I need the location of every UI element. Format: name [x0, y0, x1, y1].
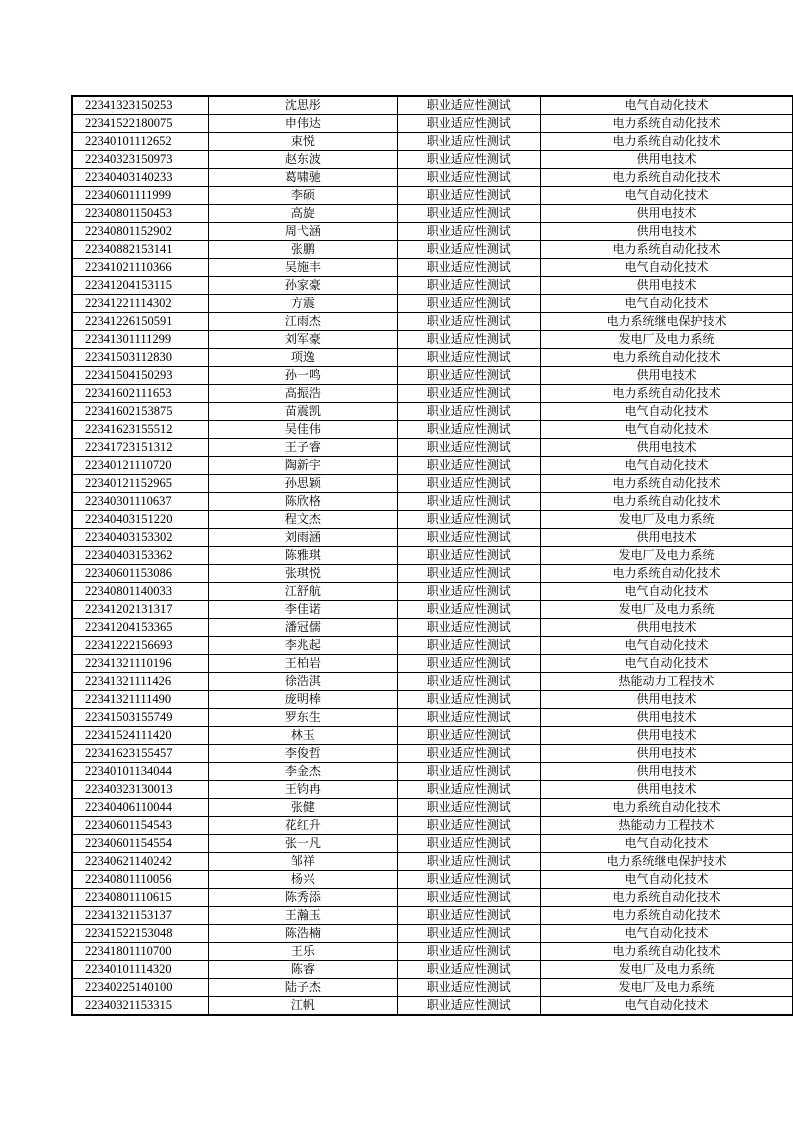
- table-row: [73, 583, 793, 601]
- candidate-id-cell: 22341503112830: [73, 349, 209, 367]
- major-cell: 电力系统自动化技术: [540, 385, 792, 403]
- candidate-id-cell: 22340601154554: [73, 835, 209, 853]
- candidate-name-cell: 张鹏: [209, 241, 398, 259]
- candidate-id-cell: 22341602153875: [73, 403, 209, 421]
- exam-type-cell: 职业适应性测试: [397, 727, 540, 745]
- candidate-id-cell: 22340323150973: [73, 151, 209, 169]
- table-row: [73, 601, 793, 619]
- major-cell: 电力系统自动化技术: [540, 799, 792, 817]
- exam-type-cell: 职业适应性测试: [397, 241, 540, 259]
- candidate-name-cell: 沈思彤: [209, 97, 398, 115]
- major-cell: 电气自动化技术: [540, 655, 792, 673]
- roster-sheet: [72, 96, 793, 1015]
- major-cell: 发电厂及电力系统: [540, 331, 792, 349]
- candidate-name-cell: 张琪悦: [209, 565, 398, 583]
- exam-type-cell: 职业适应性测试: [397, 403, 540, 421]
- exam-type-cell: 职业适应性测试: [397, 961, 540, 979]
- candidate-name-cell: 陈浩楠: [209, 925, 398, 943]
- candidate-id-cell: 22341321110196: [73, 655, 209, 673]
- table-row: [73, 169, 793, 187]
- candidate-id-cell: 22341321153137: [73, 907, 209, 925]
- candidate-id-cell: 22340101112652: [73, 133, 209, 151]
- candidate-name-cell: 刘雨涵: [209, 529, 398, 547]
- candidate-name-cell: 陶新宇: [209, 457, 398, 475]
- major-cell: 电气自动化技术: [540, 187, 792, 205]
- table-row: [73, 259, 793, 277]
- table-row: [73, 547, 793, 565]
- major-cell: 电气自动化技术: [540, 583, 792, 601]
- candidate-id-cell: 22340801150453: [73, 205, 209, 223]
- major-cell: 电力系统自动化技术: [540, 169, 792, 187]
- exam-type-cell: 职业适应性测试: [397, 655, 540, 673]
- exam-type-cell: 职业适应性测试: [397, 97, 540, 115]
- table-row: [73, 115, 793, 133]
- candidate-name-cell: 孙家豪: [209, 277, 398, 295]
- candidate-name-cell: 周弋涵: [209, 223, 398, 241]
- table-row: [73, 421, 793, 439]
- candidate-id-cell: 22340601111999: [73, 187, 209, 205]
- exam-type-cell: 职业适应性测试: [397, 439, 540, 457]
- candidate-id-cell: 22341021110366: [73, 259, 209, 277]
- exam-type-cell: 职业适应性测试: [397, 205, 540, 223]
- major-cell: 电气自动化技术: [540, 295, 792, 313]
- candidate-name-cell: 张一凡: [209, 835, 398, 853]
- candidate-name-cell: 李佳诺: [209, 601, 398, 619]
- candidate-id-cell: 22340601153086: [73, 565, 209, 583]
- table-row: [73, 619, 793, 637]
- candidate-name-cell: 葛啸驰: [209, 169, 398, 187]
- major-cell: 发电厂及电力系统: [540, 511, 792, 529]
- table-row: [73, 187, 793, 205]
- exam-type-cell: 职业适应性测试: [397, 745, 540, 763]
- major-cell: 供用电技术: [540, 745, 792, 763]
- candidate-name-cell: 赵东波: [209, 151, 398, 169]
- table-row: [73, 655, 793, 673]
- candidate-name-cell: 王子睿: [209, 439, 398, 457]
- exam-type-cell: 职业适应性测试: [397, 547, 540, 565]
- exam-type-cell: 职业适应性测试: [397, 637, 540, 655]
- candidate-id-cell: 22340301110637: [73, 493, 209, 511]
- major-cell: 电力系统自动化技术: [540, 943, 792, 961]
- major-cell: 电力系统自动化技术: [540, 889, 792, 907]
- major-cell: 电气自动化技术: [540, 997, 792, 1015]
- exam-type-cell: 职业适应性测试: [397, 385, 540, 403]
- major-cell: 供用电技术: [540, 205, 792, 223]
- candidate-id-cell: 22340621140242: [73, 853, 209, 871]
- candidate-name-cell: 庞明棒: [209, 691, 398, 709]
- major-cell: 供用电技术: [540, 763, 792, 781]
- exam-type-cell: 职业适应性测试: [397, 943, 540, 961]
- major-cell: 电力系统自动化技术: [540, 475, 792, 493]
- table-row: [73, 799, 793, 817]
- candidate-id-cell: 22341623155512: [73, 421, 209, 439]
- candidate-id-cell: 22340225140100: [73, 979, 209, 997]
- table-row: [73, 565, 793, 583]
- candidate-name-cell: 项逸: [209, 349, 398, 367]
- exam-type-cell: 职业适应性测试: [397, 295, 540, 313]
- table-row: [73, 871, 793, 889]
- candidate-id-cell: 22340121152965: [73, 475, 209, 493]
- roster-table: [72, 96, 793, 1015]
- major-cell: 热能动力工程技术: [540, 817, 792, 835]
- exam-type-cell: 职业适应性测试: [397, 619, 540, 637]
- major-cell: 电力系统自动化技术: [540, 241, 792, 259]
- major-cell: 供用电技术: [540, 691, 792, 709]
- table-row: [73, 403, 793, 421]
- exam-type-cell: 职业适应性测试: [397, 349, 540, 367]
- exam-type-cell: 职业适应性测试: [397, 583, 540, 601]
- exam-type-cell: 职业适应性测试: [397, 817, 540, 835]
- candidate-name-cell: 王钧冉: [209, 781, 398, 799]
- table-row: [73, 997, 793, 1015]
- major-cell: 供用电技术: [540, 619, 792, 637]
- candidate-id-cell: 22340801110056: [73, 871, 209, 889]
- table-row: [73, 133, 793, 151]
- candidate-id-cell: 22340601154543: [73, 817, 209, 835]
- major-cell: 电力系统自动化技术: [540, 133, 792, 151]
- candidate-id-cell: 22341522153048: [73, 925, 209, 943]
- candidate-name-cell: 江帆: [209, 997, 398, 1015]
- table-row: [73, 97, 793, 115]
- table-row: [73, 961, 793, 979]
- candidate-id-cell: 22341503155749: [73, 709, 209, 727]
- major-cell: 电气自动化技术: [540, 457, 792, 475]
- candidate-name-cell: 苗震凯: [209, 403, 398, 421]
- exam-type-cell: 职业适应性测试: [397, 979, 540, 997]
- candidate-id-cell: 22340801152902: [73, 223, 209, 241]
- candidate-id-cell: 22341226150591: [73, 313, 209, 331]
- exam-type-cell: 职业适应性测试: [397, 367, 540, 385]
- table-row: [73, 781, 793, 799]
- exam-type-cell: 职业适应性测试: [397, 799, 540, 817]
- candidate-id-cell: 22340406110044: [73, 799, 209, 817]
- major-cell: 供用电技术: [540, 727, 792, 745]
- major-cell: 电气自动化技术: [540, 259, 792, 277]
- major-cell: 供用电技术: [540, 529, 792, 547]
- candidate-name-cell: 孙一鸣: [209, 367, 398, 385]
- exam-type-cell: 职业适应性测试: [397, 871, 540, 889]
- major-cell: 电气自动化技术: [540, 403, 792, 421]
- major-cell: 电气自动化技术: [540, 421, 792, 439]
- candidate-id-cell: 22341204153115: [73, 277, 209, 295]
- candidate-name-cell: 陈睿: [209, 961, 398, 979]
- table-row: [73, 853, 793, 871]
- candidate-id-cell: 22341524111420: [73, 727, 209, 745]
- exam-type-cell: 职业适应性测试: [397, 421, 540, 439]
- major-cell: 电气自动化技术: [540, 925, 792, 943]
- major-cell: 供用电技术: [540, 277, 792, 295]
- table-row: [73, 457, 793, 475]
- major-cell: 发电厂及电力系统: [540, 601, 792, 619]
- candidate-name-cell: 刘军豪: [209, 331, 398, 349]
- candidate-id-cell: 22341504150293: [73, 367, 209, 385]
- candidate-id-cell: 22341321111426: [73, 673, 209, 691]
- candidate-name-cell: 程文杰: [209, 511, 398, 529]
- candidate-name-cell: 罗东生: [209, 709, 398, 727]
- table-row: [73, 385, 793, 403]
- candidate-id-cell: 22340403151220: [73, 511, 209, 529]
- major-cell: 热能动力工程技术: [540, 673, 792, 691]
- table-row: [73, 925, 793, 943]
- candidate-id-cell: 22341723151312: [73, 439, 209, 457]
- exam-type-cell: 职业适应性测试: [397, 673, 540, 691]
- table-row: [73, 493, 793, 511]
- table-row: [73, 349, 793, 367]
- major-cell: 电力系统自动化技术: [540, 565, 792, 583]
- exam-type-cell: 职业适应性测试: [397, 151, 540, 169]
- candidate-name-cell: 李金杰: [209, 763, 398, 781]
- exam-type-cell: 职业适应性测试: [397, 493, 540, 511]
- major-cell: 电气自动化技术: [540, 97, 792, 115]
- candidate-id-cell: 22340882153141: [73, 241, 209, 259]
- table-row: [73, 151, 793, 169]
- candidate-id-cell: 22340403140233: [73, 169, 209, 187]
- candidate-name-cell: 林玉: [209, 727, 398, 745]
- table-row: [73, 817, 793, 835]
- table-row: [73, 313, 793, 331]
- major-cell: 供用电技术: [540, 781, 792, 799]
- exam-type-cell: 职业适应性测试: [397, 259, 540, 277]
- candidate-id-cell: 22341623155457: [73, 745, 209, 763]
- candidate-id-cell: 22340101114320: [73, 961, 209, 979]
- candidate-id-cell: 22340101134044: [73, 763, 209, 781]
- exam-type-cell: 职业适应性测试: [397, 133, 540, 151]
- candidate-id-cell: 22341801110700: [73, 943, 209, 961]
- exam-type-cell: 职业适应性测试: [397, 997, 540, 1015]
- exam-type-cell: 职业适应性测试: [397, 475, 540, 493]
- candidate-name-cell: 高旋: [209, 205, 398, 223]
- candidate-name-cell: 陆子杰: [209, 979, 398, 997]
- table-row: [73, 637, 793, 655]
- exam-type-cell: 职业适应性测试: [397, 907, 540, 925]
- table-row: [73, 511, 793, 529]
- candidate-id-cell: 22341323150253: [73, 97, 209, 115]
- table-row: [73, 673, 793, 691]
- table-row: [73, 907, 793, 925]
- candidate-name-cell: 花红升: [209, 817, 398, 835]
- major-cell: 电力系统继电保护技术: [540, 313, 792, 331]
- exam-type-cell: 职业适应性测试: [397, 781, 540, 799]
- candidate-name-cell: 陈雅琪: [209, 547, 398, 565]
- candidate-id-cell: 22341602111653: [73, 385, 209, 403]
- candidate-id-cell: 22340321153315: [73, 997, 209, 1015]
- candidate-id-cell: 22341222156693: [73, 637, 209, 655]
- candidate-name-cell: 王柏岩: [209, 655, 398, 673]
- exam-type-cell: 职业适应性测试: [397, 277, 540, 295]
- candidate-name-cell: 王瀚玉: [209, 907, 398, 925]
- exam-type-cell: 职业适应性测试: [397, 889, 540, 907]
- candidate-name-cell: 李俊哲: [209, 745, 398, 763]
- table-row: [73, 979, 793, 997]
- exam-type-cell: 职业适应性测试: [397, 115, 540, 133]
- candidate-id-cell: 22340801140033: [73, 583, 209, 601]
- table-row: [73, 205, 793, 223]
- table-row: [73, 835, 793, 853]
- candidate-name-cell: 江舒航: [209, 583, 398, 601]
- table-row: [73, 439, 793, 457]
- table-row: [73, 727, 793, 745]
- candidate-id-cell: 22340323130013: [73, 781, 209, 799]
- exam-type-cell: 职业适应性测试: [397, 529, 540, 547]
- candidate-id-cell: 22341202131317: [73, 601, 209, 619]
- candidate-name-cell: 江雨杰: [209, 313, 398, 331]
- table-row: [73, 223, 793, 241]
- major-cell: 供用电技术: [540, 709, 792, 727]
- candidate-id-cell: 22341221114302: [73, 295, 209, 313]
- candidate-id-cell: 22341321111490: [73, 691, 209, 709]
- exam-type-cell: 职业适应性测试: [397, 187, 540, 205]
- table-row: [73, 943, 793, 961]
- major-cell: 发电厂及电力系统: [540, 961, 792, 979]
- exam-type-cell: 职业适应性测试: [397, 223, 540, 241]
- major-cell: 供用电技术: [540, 151, 792, 169]
- table-row: [73, 331, 793, 349]
- exam-type-cell: 职业适应性测试: [397, 565, 540, 583]
- exam-type-cell: 职业适应性测试: [397, 511, 540, 529]
- exam-type-cell: 职业适应性测试: [397, 853, 540, 871]
- major-cell: 电气自动化技术: [540, 871, 792, 889]
- candidate-name-cell: 王乐: [209, 943, 398, 961]
- exam-type-cell: 职业适应性测试: [397, 169, 540, 187]
- candidate-name-cell: 陈秀添: [209, 889, 398, 907]
- table-row: [73, 295, 793, 313]
- major-cell: 发电厂及电力系统: [540, 547, 792, 565]
- candidate-name-cell: 李硕: [209, 187, 398, 205]
- candidate-name-cell: 徐浩淇: [209, 673, 398, 691]
- candidate-id-cell: 22340403153302: [73, 529, 209, 547]
- candidate-id-cell: 22340801110615: [73, 889, 209, 907]
- table-row: [73, 745, 793, 763]
- candidate-name-cell: 吴佳伟: [209, 421, 398, 439]
- major-cell: 发电厂及电力系统: [540, 979, 792, 997]
- candidate-name-cell: 束悦: [209, 133, 398, 151]
- candidate-name-cell: 李兆起: [209, 637, 398, 655]
- candidate-name-cell: 吴施丰: [209, 259, 398, 277]
- candidate-name-cell: 孙思颖: [209, 475, 398, 493]
- candidate-name-cell: 张健: [209, 799, 398, 817]
- candidate-id-cell: 22341204153365: [73, 619, 209, 637]
- table-row: [73, 763, 793, 781]
- exam-type-cell: 职业适应性测试: [397, 457, 540, 475]
- major-cell: 供用电技术: [540, 367, 792, 385]
- candidate-name-cell: 邹祥: [209, 853, 398, 871]
- candidate-name-cell: 方震: [209, 295, 398, 313]
- candidate-name-cell: 潘冠儒: [209, 619, 398, 637]
- exam-type-cell: 职业适应性测试: [397, 691, 540, 709]
- candidate-id-cell: 22340403153362: [73, 547, 209, 565]
- major-cell: 电力系统继电保护技术: [540, 853, 792, 871]
- table-row: [73, 475, 793, 493]
- candidate-name-cell: 高振浩: [209, 385, 398, 403]
- major-cell: 电力系统自动化技术: [540, 115, 792, 133]
- exam-type-cell: 职业适应性测试: [397, 835, 540, 853]
- major-cell: 供用电技术: [540, 223, 792, 241]
- exam-type-cell: 职业适应性测试: [397, 601, 540, 619]
- exam-type-cell: 职业适应性测试: [397, 313, 540, 331]
- table-row: [73, 277, 793, 295]
- candidate-id-cell: 22340121110720: [73, 457, 209, 475]
- exam-type-cell: 职业适应性测试: [397, 763, 540, 781]
- table-row: [73, 691, 793, 709]
- major-cell: 电力系统自动化技术: [540, 907, 792, 925]
- table-row: [73, 709, 793, 727]
- table-row: [73, 367, 793, 385]
- roster-body: [73, 97, 793, 1015]
- table-row: [73, 529, 793, 547]
- major-cell: 电气自动化技术: [540, 835, 792, 853]
- table-row: [73, 889, 793, 907]
- candidate-name-cell: 杨兴: [209, 871, 398, 889]
- candidate-name-cell: 申伟达: [209, 115, 398, 133]
- exam-type-cell: 职业适应性测试: [397, 925, 540, 943]
- table-row: [73, 241, 793, 259]
- candidate-id-cell: 22341522180075: [73, 115, 209, 133]
- major-cell: 电力系统自动化技术: [540, 349, 792, 367]
- major-cell: 电力系统自动化技术: [540, 493, 792, 511]
- major-cell: 电气自动化技术: [540, 637, 792, 655]
- major-cell: 供用电技术: [540, 439, 792, 457]
- candidate-id-cell: 22341301111299: [73, 331, 209, 349]
- exam-type-cell: 职业适应性测试: [397, 331, 540, 349]
- candidate-name-cell: 陈欣格: [209, 493, 398, 511]
- exam-type-cell: 职业适应性测试: [397, 709, 540, 727]
